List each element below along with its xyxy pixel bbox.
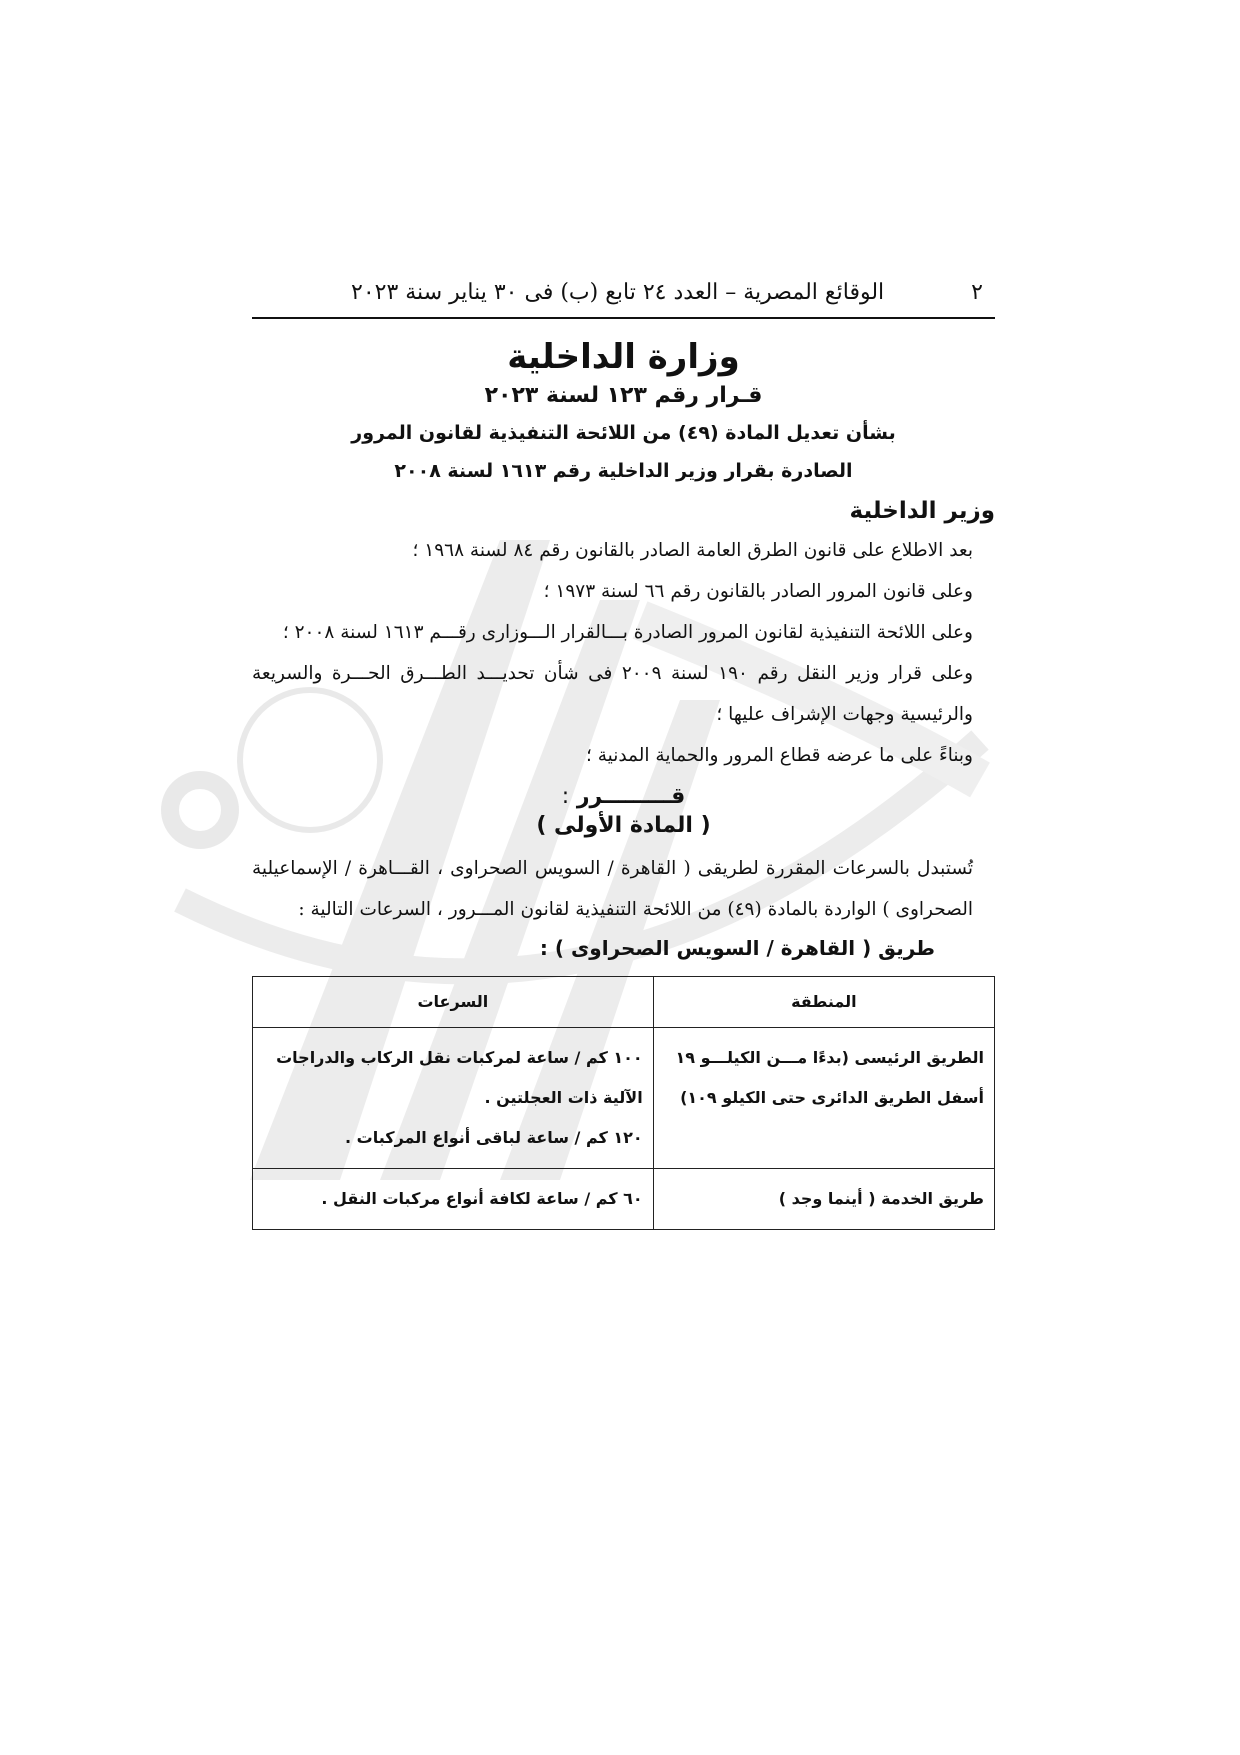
zone-text: أسفل الطريق الدائرى حتى الكيلو ١٠٩): [680, 1088, 984, 1107]
road-title: طريق ( القاهرة / السويس الصحراوى ) :: [539, 936, 935, 960]
speed-text: ١٢٠ كم / ساعة لباقى أنواع المركبات .: [345, 1128, 643, 1147]
article-title: ( المادة الأولى ): [536, 813, 711, 838]
page-number: ٢: [971, 280, 983, 305]
article-text: تُستبدل بالسرعات المقررة لطريقى ( القاهرة / السويس الصحراوى ، القـــاهرة / الإسماعيلية الصحراوى ) الواردة بالمادة (٤٩) من اللائحة التنفيذية لقانون المـــرور ، السرعات التالية :: [252, 858, 973, 920]
decree-subject-line-2: الصادرة بقرار وزير الداخلية رقم ١٦١٣ لسنة ٢٠٠٨: [394, 460, 853, 482]
decided-heading: [252, 784, 995, 809]
decree-number: قـرار رقم ١٢٣ لسنة ٢٠٢٣: [484, 383, 763, 408]
gazette-page: [252, 280, 995, 1230]
table-row: [253, 1169, 995, 1230]
table-row: [253, 1028, 995, 1169]
preamble-clause: بعد الاطلاع على قانون الطرق العامة الصادر بالقانون رقم ٨٤ لسنة ١٩٦٨ ؛: [412, 540, 973, 561]
speeds-cell: [253, 1028, 654, 1169]
zone-cell: [653, 1028, 994, 1169]
decided-label: قـــــــــرر: [576, 784, 686, 809]
preamble-clause: وعلى اللائحة التنفيذية لقانون المرور الصادرة بـــالقرار الـــوزارى رقـــم ١٦١٣ لسنة ٢٠٠٨ ؛: [282, 622, 973, 643]
zone-text: طريق الخدمة ( أينما وجد ): [778, 1189, 984, 1208]
gazette-header: [252, 280, 995, 319]
zone-cell: [653, 1169, 994, 1230]
speed-text: ١٠٠ كم / ساعة لمركبات نقل الركاب والدراجات: [276, 1048, 643, 1067]
preamble-clause: وعلى قرار وزير النقل رقم ١٩٠ لسنة ٢٠٠٩ فى شأن تحديـــد الطـــرق الحـــرة والسريعة والرئيسية وجهات الإشراف عليها ؛: [252, 663, 974, 725]
speed-limits-table: [252, 976, 995, 1230]
ministry-title: وزارة الداخلية: [507, 337, 740, 377]
speed-text: الآلية ذات العجلتين .: [484, 1088, 643, 1107]
decree-subject-line-1: بشأن تعديل المادة (٤٩) من اللائحة التنفيذية لقانون المرور: [351, 422, 896, 444]
minister-heading: وزير الداخلية: [849, 498, 995, 524]
gazette-title: الوقائع المصرية – العدد ٢٤ تابع (ب) فى ٣٠ يناير سنة ٢٠٢٣: [351, 280, 885, 305]
table-header-row: [253, 977, 995, 1028]
column-header-zone: المنطقة: [653, 977, 994, 1028]
speeds-cell: [253, 1169, 654, 1230]
preamble-clause: وبناءً على ما عرضه قطاع المرور والحماية المدنية ؛: [585, 745, 973, 766]
decided-colon: :: [561, 784, 570, 809]
speed-text: ٦٠ كم / ساعة لكافة أنواع مركبات النقل .: [321, 1189, 643, 1208]
preamble-clause: وعلى قانون المرور الصادر بالقانون رقم ٦٦ لسنة ١٩٧٣ ؛: [543, 581, 973, 602]
zone-text: الطريق الرئيسى (بدءًا مـــن الكيلـــو ١٩: [675, 1048, 984, 1067]
column-header-speeds: السرعات: [253, 977, 654, 1028]
